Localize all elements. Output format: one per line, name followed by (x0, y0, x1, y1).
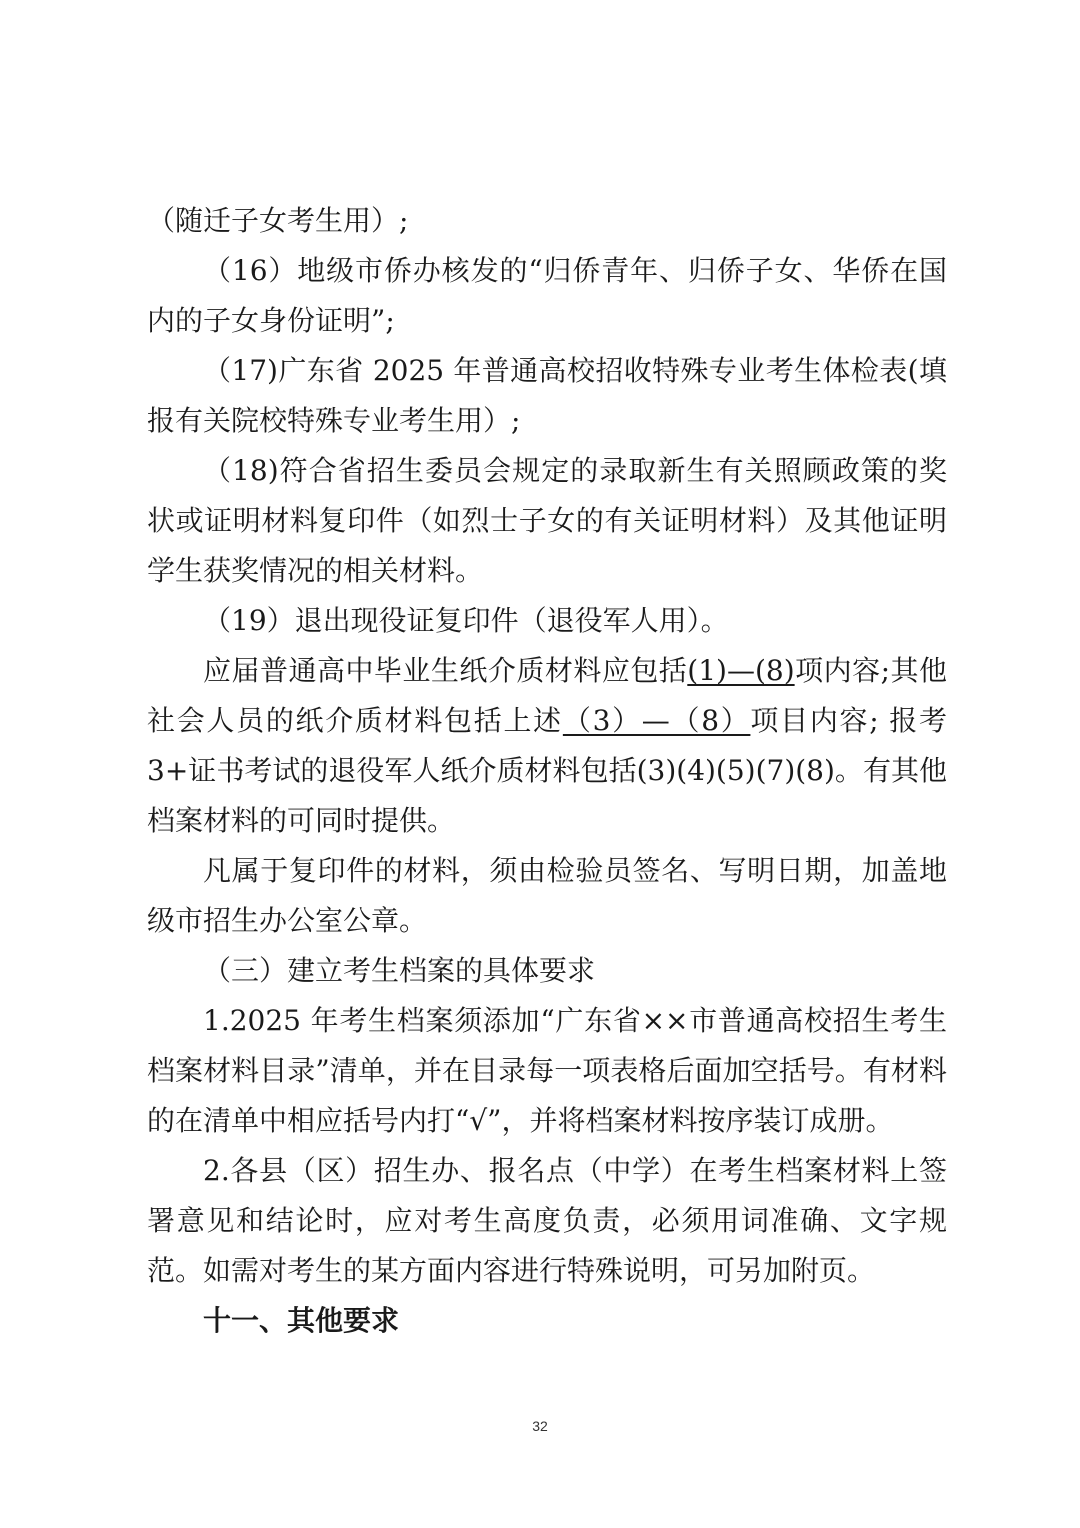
list-item-19: （19）退出现役证复印件（退役军人用）。 (203, 604, 729, 637)
document-body (147, 196, 947, 1346)
section-heading: 十一、其他要求 (203, 1304, 400, 1337)
requirement-2: 2.各县（区）招生办、报名点（中学）在考生档案材料上签署意见和结论时，应对考生高度负责，必须用词准确、文字规范。如需对考生的某方面内容进行特殊说明，可另加附页。 (147, 1154, 947, 1287)
requirement-1: 1.2025 年考生档案须添加“广东省××市普通高校招生考生档案材料目录”清单，并在目录每一项表格后面加空括号。有材料的在清单中相应括号内打“√”，并将档案材料按序装订成册。 (147, 1004, 947, 1137)
scope-text-c: 项目内容; 报考 3+证书考试的退役军人纸介质材料包括(3)(4)(5)(7)(8)。有其他档案材料的可同时提供。 (147, 704, 947, 837)
paragraph-continued: （随迁子女考生用）; (147, 204, 409, 237)
list-item-17: （17)广东省 2025 年普通高校招收特殊专业考生体检表(填报有关院校特殊专业考生用）; (147, 354, 947, 437)
scope-text-b: 项内容;其他社会人员的纸介质材料包括上述 (147, 654, 947, 737)
copy-certification-paragraph: 凡属于复印件的材料，须由检验员签名、写明日期，加盖地级市招生办公室公章。 (147, 854, 947, 937)
scope-range-others: （3）—（8） (562, 704, 751, 737)
materials-scope-paragraph (147, 646, 947, 846)
scope-range-fresh-grads: (1)—(8) (687, 654, 795, 687)
section-subheading: （三）建立考生档案的具体要求 (203, 954, 596, 987)
list-item-16: （16）地级市侨办核发的“归侨青年、归侨子女、华侨在国内的子女身份证明”; (147, 254, 947, 337)
list-item-18: （18)符合省招生委员会规定的录取新生有关照顾政策的奖状或证明材料复印件（如烈士子女的有关证明材料）及其他证明学生获奖情况的相关材料。 (147, 454, 947, 587)
page-number: 32 (532, 1418, 548, 1434)
scope-text-a: 应届普通高中毕业生纸介质材料应包括 (203, 654, 688, 687)
